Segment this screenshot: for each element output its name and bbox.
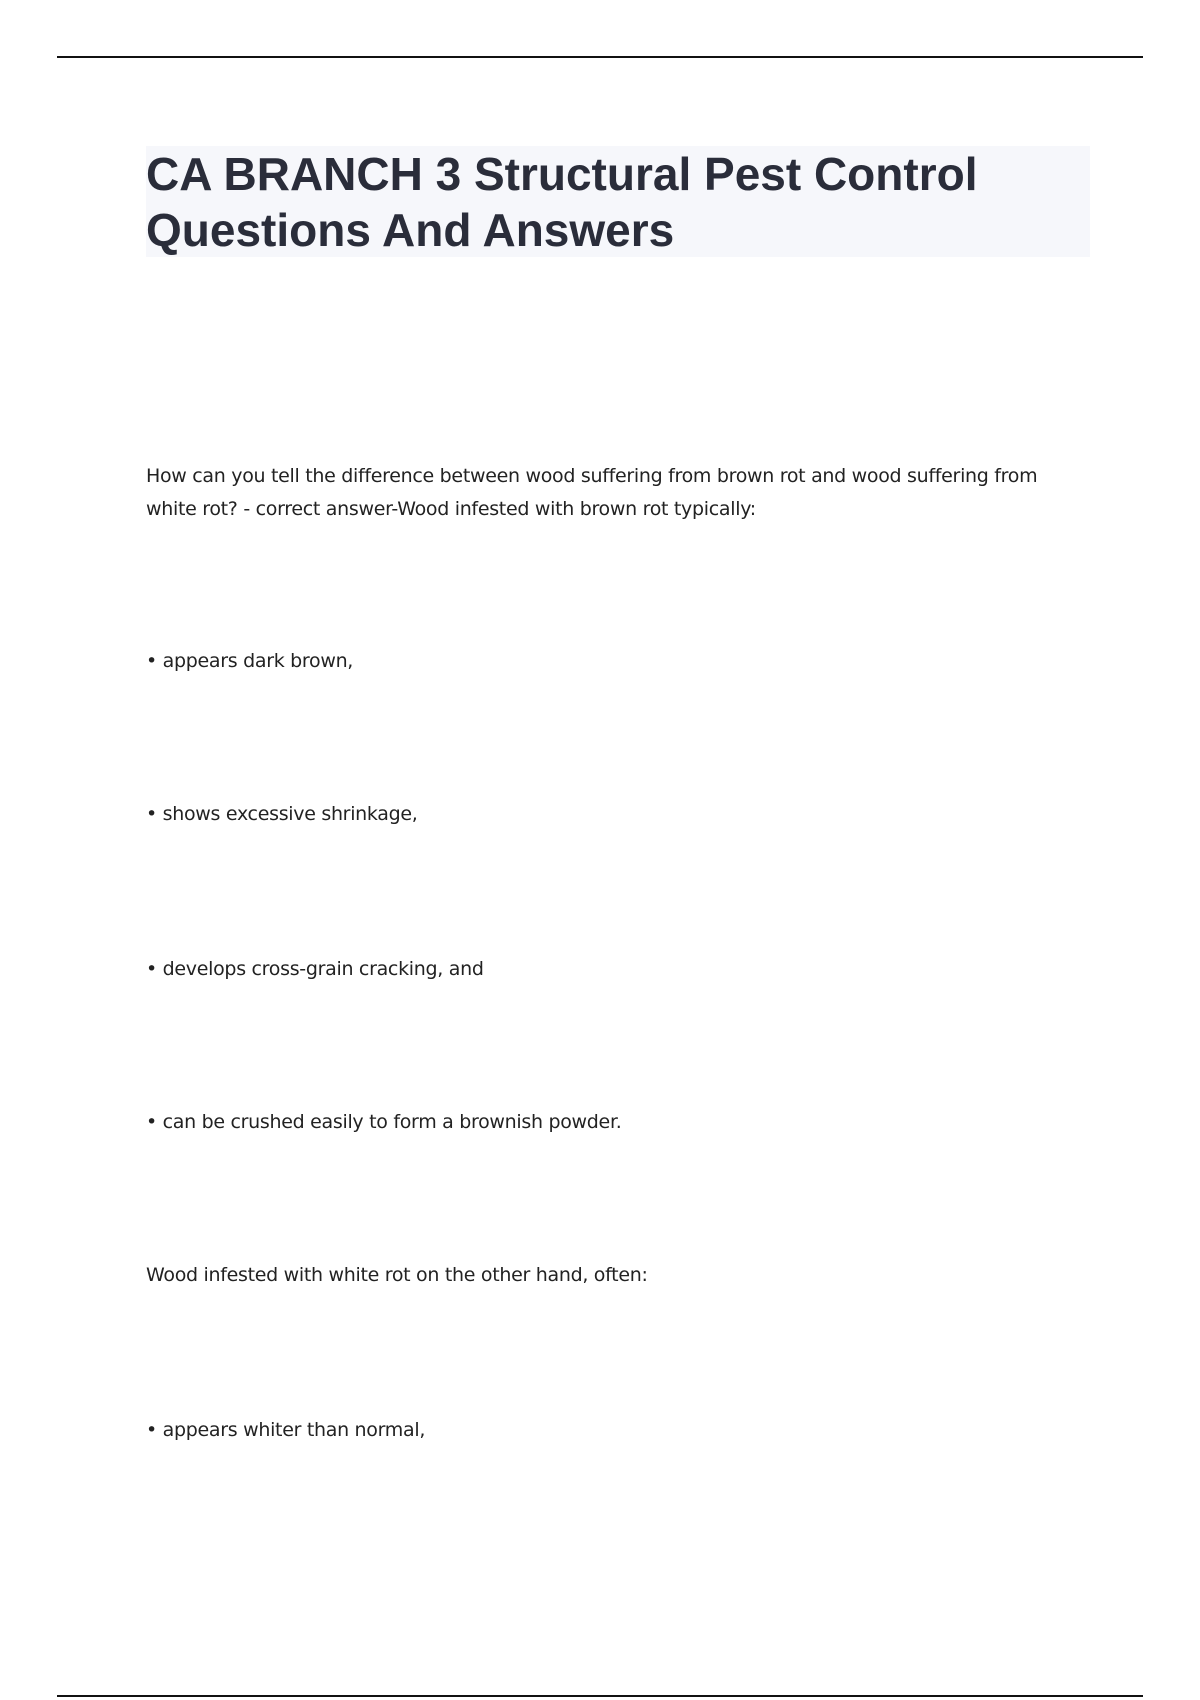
document-title: CA BRANCH 3 Structural Pest Control Questions And Answers [146, 148, 978, 256]
brown-rot-trait-2: • shows excessive shrinkage, [146, 803, 418, 825]
brown-rot-trait-4: • can be crushed easily to form a brownish powder. [146, 1111, 622, 1133]
white-rot-intro: Wood infested with white rot on the other hand, often: [146, 1264, 648, 1286]
top-rule [57, 56, 1143, 58]
question-text: How can you tell the difference between wood suffering from brown rot and wood suffering from white rot? - correct answer-Wood infested with brown rot typically: [146, 465, 1038, 520]
brown-rot-trait-3: • develops cross-grain cracking, and [146, 958, 484, 980]
brown-rot-trait-1: • appears dark brown, [146, 650, 354, 672]
bottom-rule [57, 1695, 1143, 1697]
white-rot-trait-1: • appears whiter than normal, [146, 1419, 426, 1441]
